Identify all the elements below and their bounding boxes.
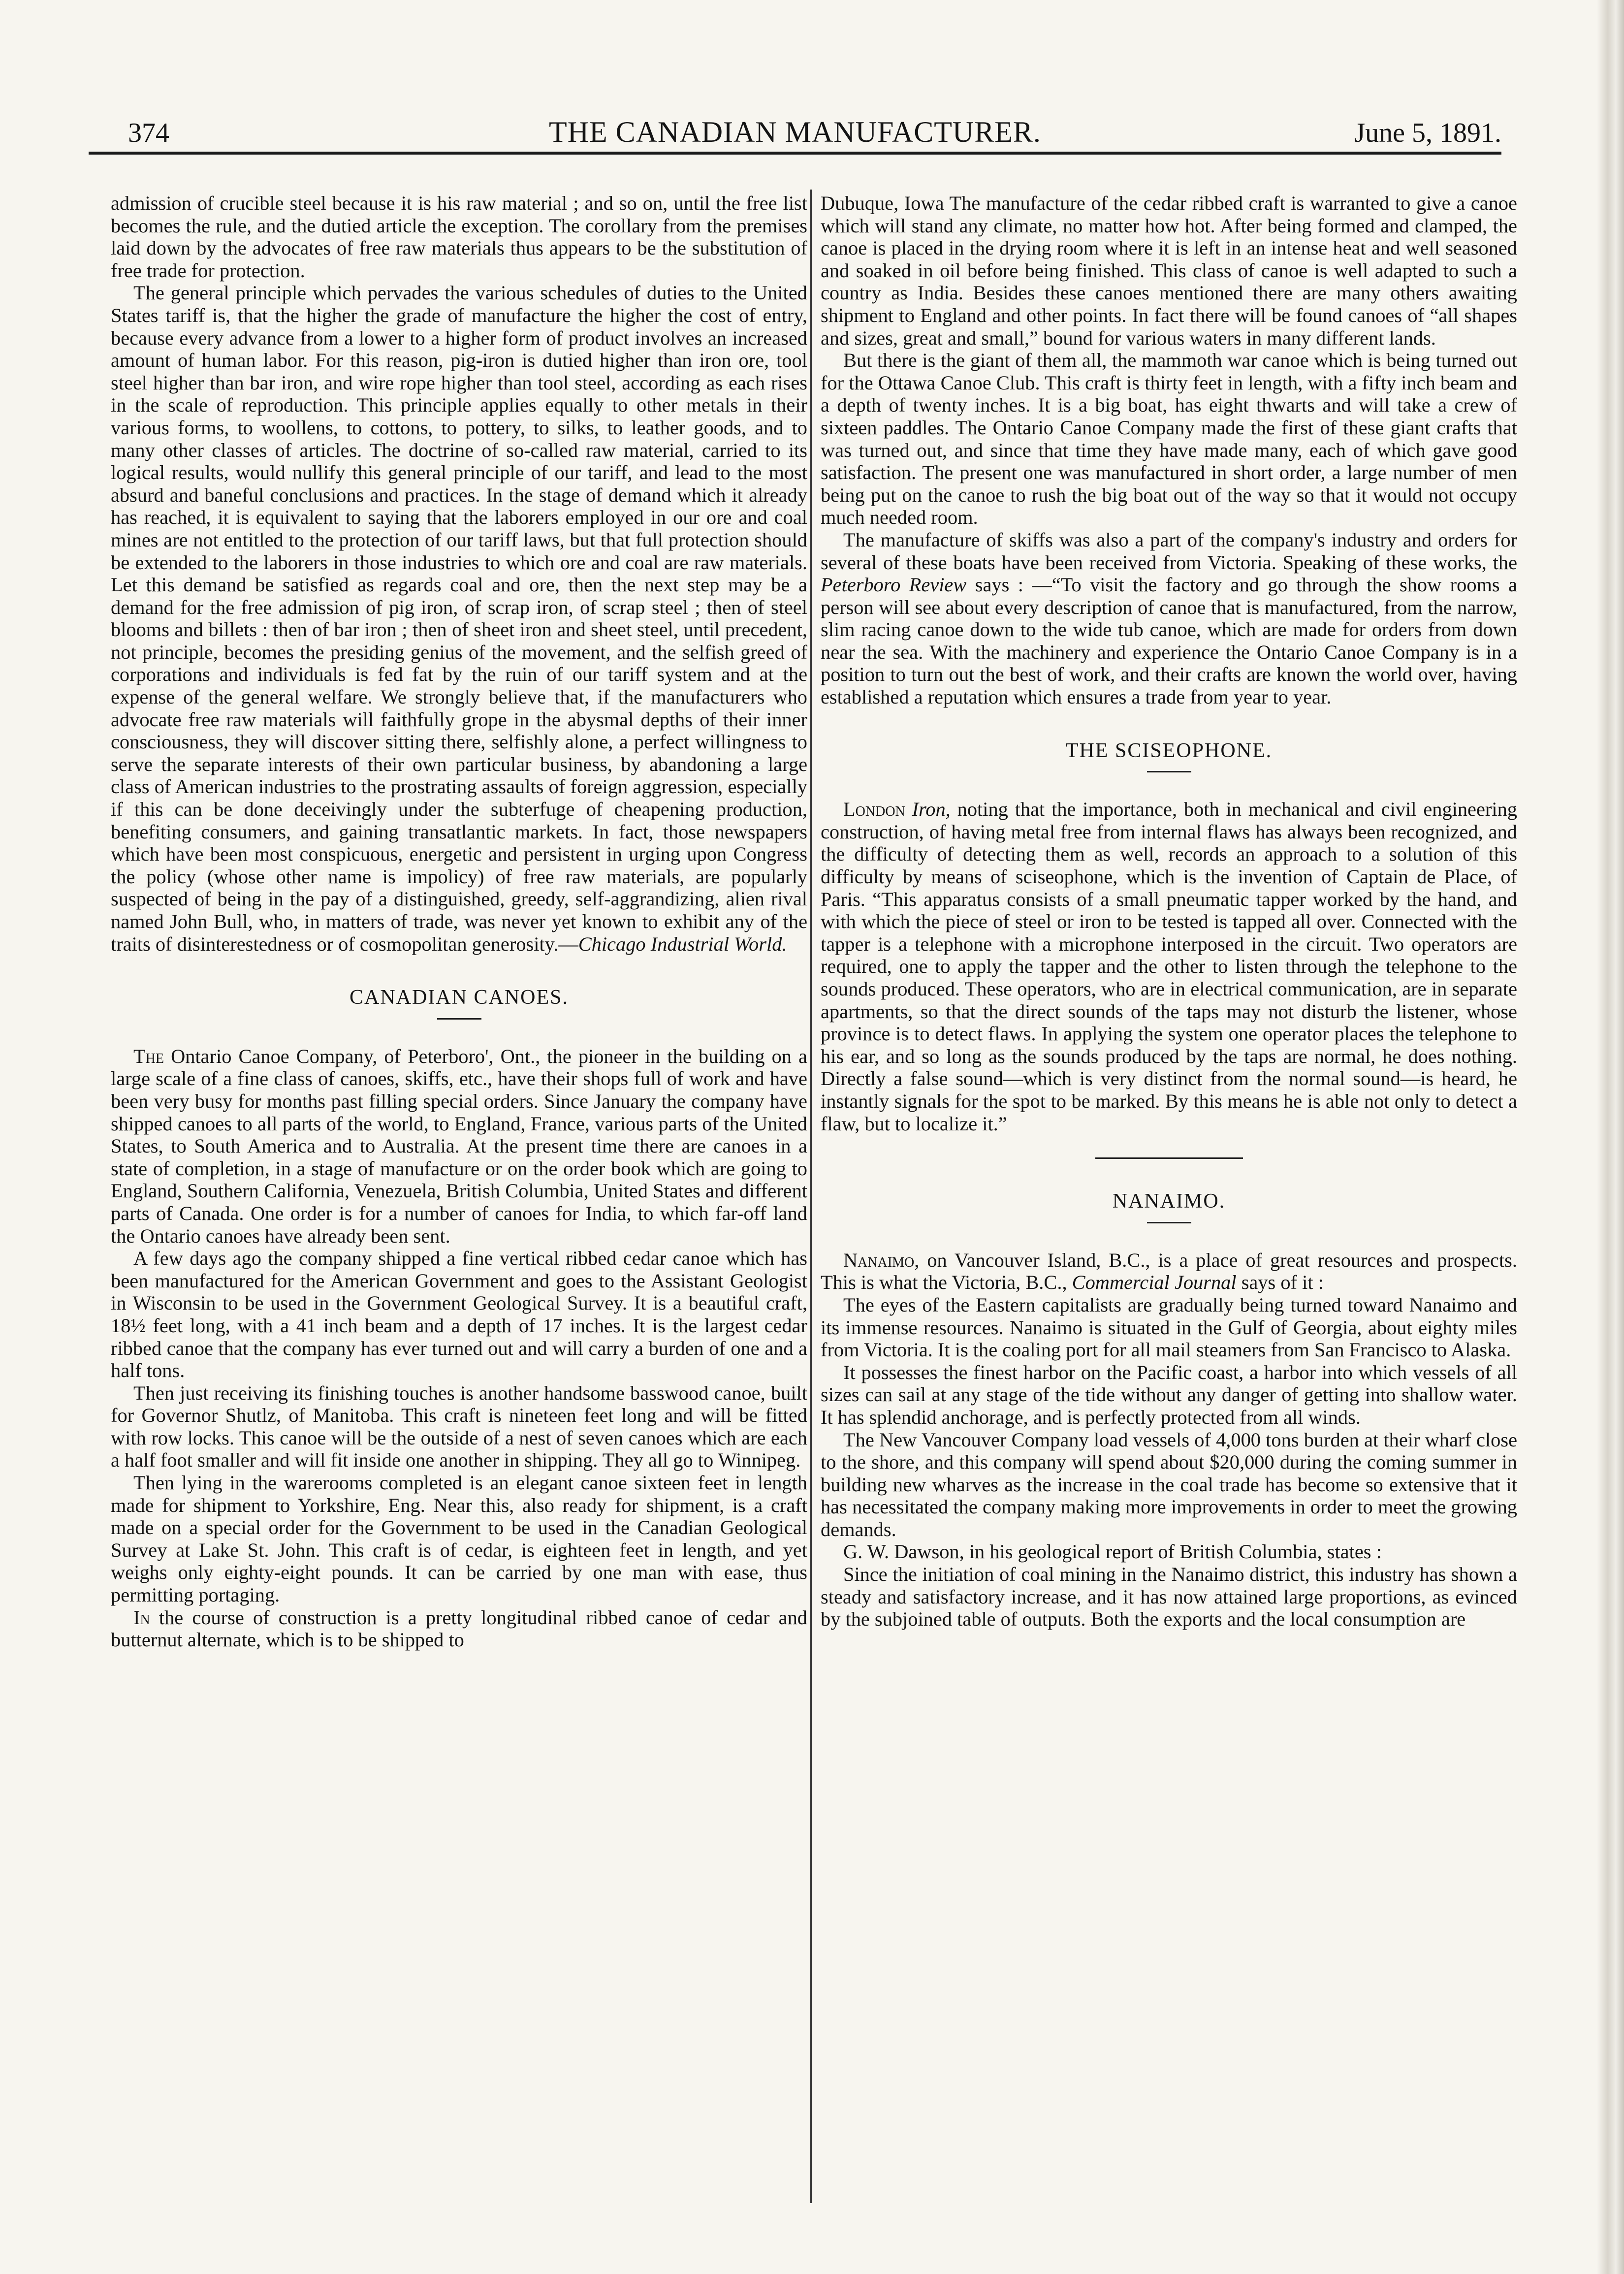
tariff-paragraph-2: The general principle which pervades the various schedules of duties to the United States tariff is, that the higher the grade of manufacture the higher the cost of entry, because every advance from a lower to a higher form of product involves an increased amount of human labor. For this reason, pig-iron is dutied higher than iron ore, tool steel higher than bar iron, and wire rope higher than tool steel, according as each rises in the scale of reproduction. This principle applies equally to other metals in their various forms, to woollens, to cottons, to pottery, to silks, to leather goods, and to many other classes of articles. The doctrine of so-called raw material, carried to its logical results, would nullify this general principle of our tariff, and lead to the most absurd and baneful conclusions and practices. In the stage of demand which it already has reached, it is equivalent to saying that the laborers employed in our ore and coal mines are not entitled to the protection of our tariff laws, but that full protection should be extended to the laborers in those industries to which ore and coal are raw materials. Let this demand be satisfied as regards coal and ore, then the next step may be a demand for the free admission of pig iron, of scrap iron, of scrap steel ; then of steel blooms and billets : then of bar iron ; then of sheet iron and sheet steel, until precedent, not principle, becomes the presiding genius of the movement, and the selfish greed of corporations and individuals is fed fat by the ruin of our tariff system and at the expense of the general welfare. We strongly believe that, if the manufacturers who advocate free raw materials will faithfully grope in the abysmal depths of their inner consciousness, they will discover sitting there, selfishly alone, a perfect willingness to serve the separate interests of their own particular business, by abandoning a large class of American industries to the prostrating assaults of foreign aggression, especially if this can be done deceivingly under the subterfuge of cheapening production, benefiting consumers, and gaining transatlantic markets. In fact, those newspapers which have been most conspicuous, energetic and persistent in urging upon Congress the policy (whose other name is impolicy) of free raw materials, are popularly suspected of being in the pay of a distinguished, greedy, self-aggrandizing, alien rival named John Bull, who, in matters of trade, was never yet known to exhibit any of the traits of disinterestedness or of cosmopolitan generosity.—Chicago Industrial World. <box>111 282 807 955</box>
nanaimo-paragraph-5: G. W. Dawson, in his geological report of British Columbia, states : <box>843 1540 1382 1563</box>
heading-rule <box>1147 771 1191 772</box>
page-edge-shadow <box>1597 0 1624 2274</box>
canoes-paragraph-1: The Ontario Canoe Company, of Peterboro', Ont., the pioneer in the building on a large scale of a fine class of canoes, skiffs, etc., have their shops full of work and have been very busy for months past filling special orders. Since January the company have shipped canoes to all parts of the world, to England, France, various parts of the United States, to South America and to Australia. At the present time there are canoes in a state of completion, in a stage of manufacture or on the order book which are going to England, Southern California, Venezuela, British Columbia, United States and different parts of Canada. One order is for a number of canoes for India, to which far-off land the Ontario canoes have already been sent. <box>111 1045 807 1247</box>
heading-rule <box>1147 1222 1191 1223</box>
section-heading-nanaimo: NANAIMO. <box>1112 1190 1226 1213</box>
source-citation: Peterboro Review <box>821 574 967 596</box>
canoes-paragraph-3: Then just receiving its finishing touches is another handsome basswood canoe, built for Governor Shutlz, of Manitoba. This craft is nineteen feet long and will be fitted with row locks. This canoe will be the outside of a nest of seven canoes which are each a half foot smaller and will fit inside one another in shipping. They all go to Winnipeg. <box>111 1381 807 1472</box>
nanaimo-paragraph-3: It possesses the finest harbor on the Pacific coast, a harbor into which vessels of all sizes can sail at any stage of the tide without any danger of getting into shallow water. It has splendid anchorage, and is perfectly protected from all winds. <box>821 1361 1517 1428</box>
left-column <box>111 192 807 1651</box>
source-citation: Commercial Journal <box>1072 1271 1237 1294</box>
canoes-continued-paragraph-2: But there is the giant of them all, the mammoth war canoe which is being turned out for the Ottawa Canoe Club. This craft is thirty feet in length, with a fifty inch beam and a depth of twenty inches. It is a big boat, has eight thwarts and will take a crew of sixteen paddles. The Ontario Canoe Company made the first of these giant crafts that was turned out, and since that time they have made many, each of which gave good satisfaction. The present one was manufactured in short order, a large number of men being put on the canoe to rush the big boat out of the way so that it would not occupy much needed room. <box>821 349 1517 529</box>
canoes-continued-paragraph-1: Dubuque, Iowa The manufacture of the cedar ribbed craft is warranted to give a canoe which will stand any climate, no matter how hot. After being formed and clamped, the canoe is placed in the drying room where it is left in an intense heat and well seasoned and soaked in oil before being finished. This class of canoe is well adapted to such a country as India. Besides these canoes mentioned there are many others awaiting shipment to England and other points. In fact there will be found canoes of “all shapes and sizes, great and small,” bound for various waters in many different lands. <box>821 192 1517 349</box>
source-citation: Iron, <box>912 798 951 821</box>
canoes-paragraph-5: In the course of construction is a pretty longitudinal ribbed canoe of cedar and butternut alternate, which is to be shipped to <box>111 1606 807 1651</box>
nanaimo-paragraph-6: Since the initiation of coal mining in the Nanaimo district, this industry has shown a steady and satisfactory increase, and it has now attained large proportions, as evinced by the subjoined table of outputs. Both the exports and the local consumption are <box>821 1563 1517 1631</box>
canoes-paragraph-4: Then lying in the warerooms completed is an elegant canoe sixteen feet in length made for shipment to Yorkshire, Eng. Near this, also ready for shipment, is a craft made on a special order for the Government to be used in the Canadian Geological Survey at Lake St. John. This craft is of cedar, is eighteen feet in length, and yet weighs only eighty-eight pounds. It can be carried by one man with ease, thus permitting portaging. <box>111 1472 807 1606</box>
nanaimo-paragraph-4: The New Vancouver Company load vessels of 4,000 tons burden at their wharf close to the shore, and this company will spend about $20,000 during the coming summer in building new wharves as the increase in the coal trade has become so extensive that it has necessitated the company making more improvements in order to meet the growing demands. <box>821 1428 1517 1540</box>
nanaimo-paragraph-1: Nanaimo, on Vancouver Island, B.C., is a place of great resources and prospects. This is what the Victoria, B.C., Commercial Journal says of it : <box>821 1249 1517 1294</box>
tariff-paragraph-1: admission of crucible steel because it is his raw material ; and so on, until the free list becomes the rule, and the dutied article the exception. The corollary from the premises laid down by the advocates of free raw materials thus appears to be the substitution of free trade for protection. <box>111 192 807 282</box>
source-citation: Chicago Industrial World. <box>578 932 787 955</box>
page-header <box>89 107 1501 155</box>
section-heading-canadian-canoes: CANADIAN CANOES. <box>349 986 569 1009</box>
issue-date: June 5, 1891. <box>1354 118 1501 148</box>
canoes-paragraph-2: A few days ago the company shipped a fine vertical ribbed cedar canoe which has been manufactured for the American Government and goes to the Assistant Geologist in Wisconsin to be used in the Government Geological Survey. It is a beautiful craft, 18½ feet long, with a 41 inch beam and a depth of 17 inches. It is the largest cedar ribbed canoe that the company has ever turned out and will carry a burden of one and a half tons. <box>111 1247 807 1382</box>
section-divider <box>1095 1157 1243 1159</box>
column-divider <box>810 190 812 2203</box>
canoes-continued-paragraph-3: The manufacture of skiffs was also a part of the company's industry and orders for several of these boats have been received from Victoria. Speaking of these works, the Peterboro Review says : —“To visit the factory and go through the show rooms a person will see about every description of canoe that is manufactured, from the narrow, slim racing canoe down to the wide tub canoe, which are made for orders from down near the sea. With the machinery and experience the Ontario Canoe Company is in a position to turn out the best of work, and their crafts are known the world over, having established a reputation which ensures a trade from year to year. <box>821 528 1517 708</box>
right-column <box>821 192 1517 1631</box>
publication-title: THE CANADIAN MANUFACTURER. <box>549 116 1041 148</box>
page-number: 374 <box>128 118 169 148</box>
heading-rule <box>437 1018 481 1020</box>
section-heading-sciseophone: THE SCISEOPHONE. <box>1065 739 1273 762</box>
sciseophone-paragraph: London Iron, noting that the importance, both in mechanical and civil engineering construction, of having metal free from internal flaws has always been recognized, and the difficulty of detecting them as well, records an approach to a solution of this difficulty by means of sciseophone, which is the invention of Captain de Place, of Paris. “This apparatus consists of a small pneumatic tapper worked by the hand, and with which the piece of steel or iron to be tested is tapped all over. Connected with the tapper is a telephone with a microphone interposed in the circuit. Two operators are required, one to apply the tapper and the other to listen through the telephone to the sounds produced. These operators, who are in electrical communication, are in separate apartments, so that the direct sounds of the taps may not disturb the listener, whose province is to detect flaws. In applying the system one operator places the telephone to his ear, and so long as the sounds produced by the taps are normal, he does nothing. Directly a false sound—which is very distinct from the normal sound—is heard, he instantly signals for the spot to be marked. By this means he is able not only to detect a flaw, but to localize it.” <box>821 798 1517 1135</box>
nanaimo-paragraph-2: The eyes of the Eastern capitalists are gradually being turned toward Nanaimo and its immense resources. Nanaimo is situated in the Gulf of Georgia, about eighty miles from Victoria. It is the coaling port for all mail steamers from San Francisco to Alaska. <box>821 1293 1517 1361</box>
